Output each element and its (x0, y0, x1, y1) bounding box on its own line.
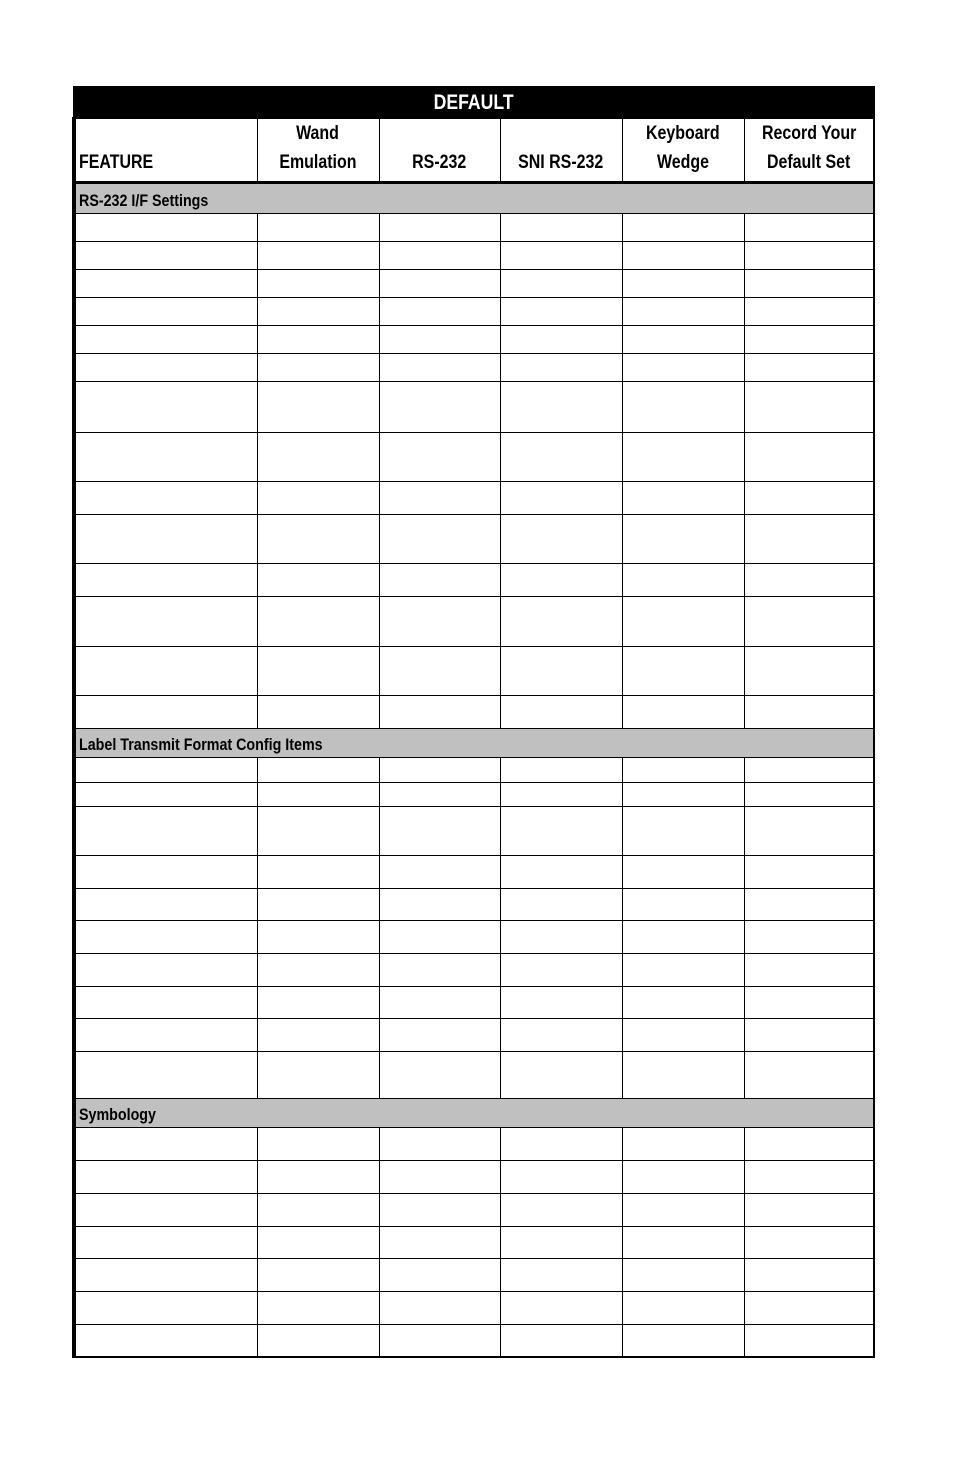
table-row (74, 807, 874, 856)
section-title: Label Transmit Format Config Items (74, 729, 874, 758)
section-title: Symbology (74, 1099, 874, 1128)
default-banner: DEFAULT (74, 87, 874, 118)
table-row (74, 242, 874, 270)
table-row (74, 214, 874, 242)
table-body (74, 183, 874, 1357)
table-row (74, 515, 874, 564)
col-header-sni-rs232: SNI RS-232 (500, 118, 622, 183)
table-row (74, 482, 874, 515)
col-header-keyboard-wedge: Keyboard Wedge (622, 118, 744, 183)
table-row (74, 298, 874, 326)
table-row (74, 647, 874, 696)
table-row (74, 1325, 874, 1357)
table-row (74, 856, 874, 889)
banner-row (74, 87, 874, 118)
section-row-label-transmit (74, 729, 874, 758)
table-row (74, 597, 874, 647)
table-row (74, 987, 874, 1019)
table-row (74, 1292, 874, 1325)
section-title: RS-232 I/F Settings (74, 183, 874, 214)
table-row (74, 1019, 874, 1052)
table-row (74, 921, 874, 954)
table-row (74, 564, 874, 597)
table-row (74, 889, 874, 921)
col-header-rs232: RS-232 (379, 118, 500, 183)
defaults-table (72, 86, 875, 1358)
table-row (74, 758, 874, 783)
section-row-symbology (74, 1099, 874, 1128)
table-row (74, 270, 874, 298)
col-header-feature: FEATURE (74, 118, 257, 183)
section-row-rs232 (74, 183, 874, 214)
table-row (74, 1259, 874, 1292)
table-row (74, 696, 874, 729)
table-row (74, 954, 874, 987)
col-header-wand-emulation: Wand Emulation (257, 118, 379, 183)
col-header-record-default: Record Your Default Set (744, 118, 874, 183)
table-row (74, 1194, 874, 1227)
defaults-record-sheet (72, 86, 872, 1358)
table-row (74, 433, 874, 482)
table-row (74, 783, 874, 807)
table-row (74, 1227, 874, 1259)
table-row (74, 1052, 874, 1099)
table-row (74, 326, 874, 354)
table-row (74, 382, 874, 433)
table-row (74, 354, 874, 382)
column-header-row (74, 118, 874, 183)
table-row (74, 1128, 874, 1161)
table-row (74, 1161, 874, 1194)
